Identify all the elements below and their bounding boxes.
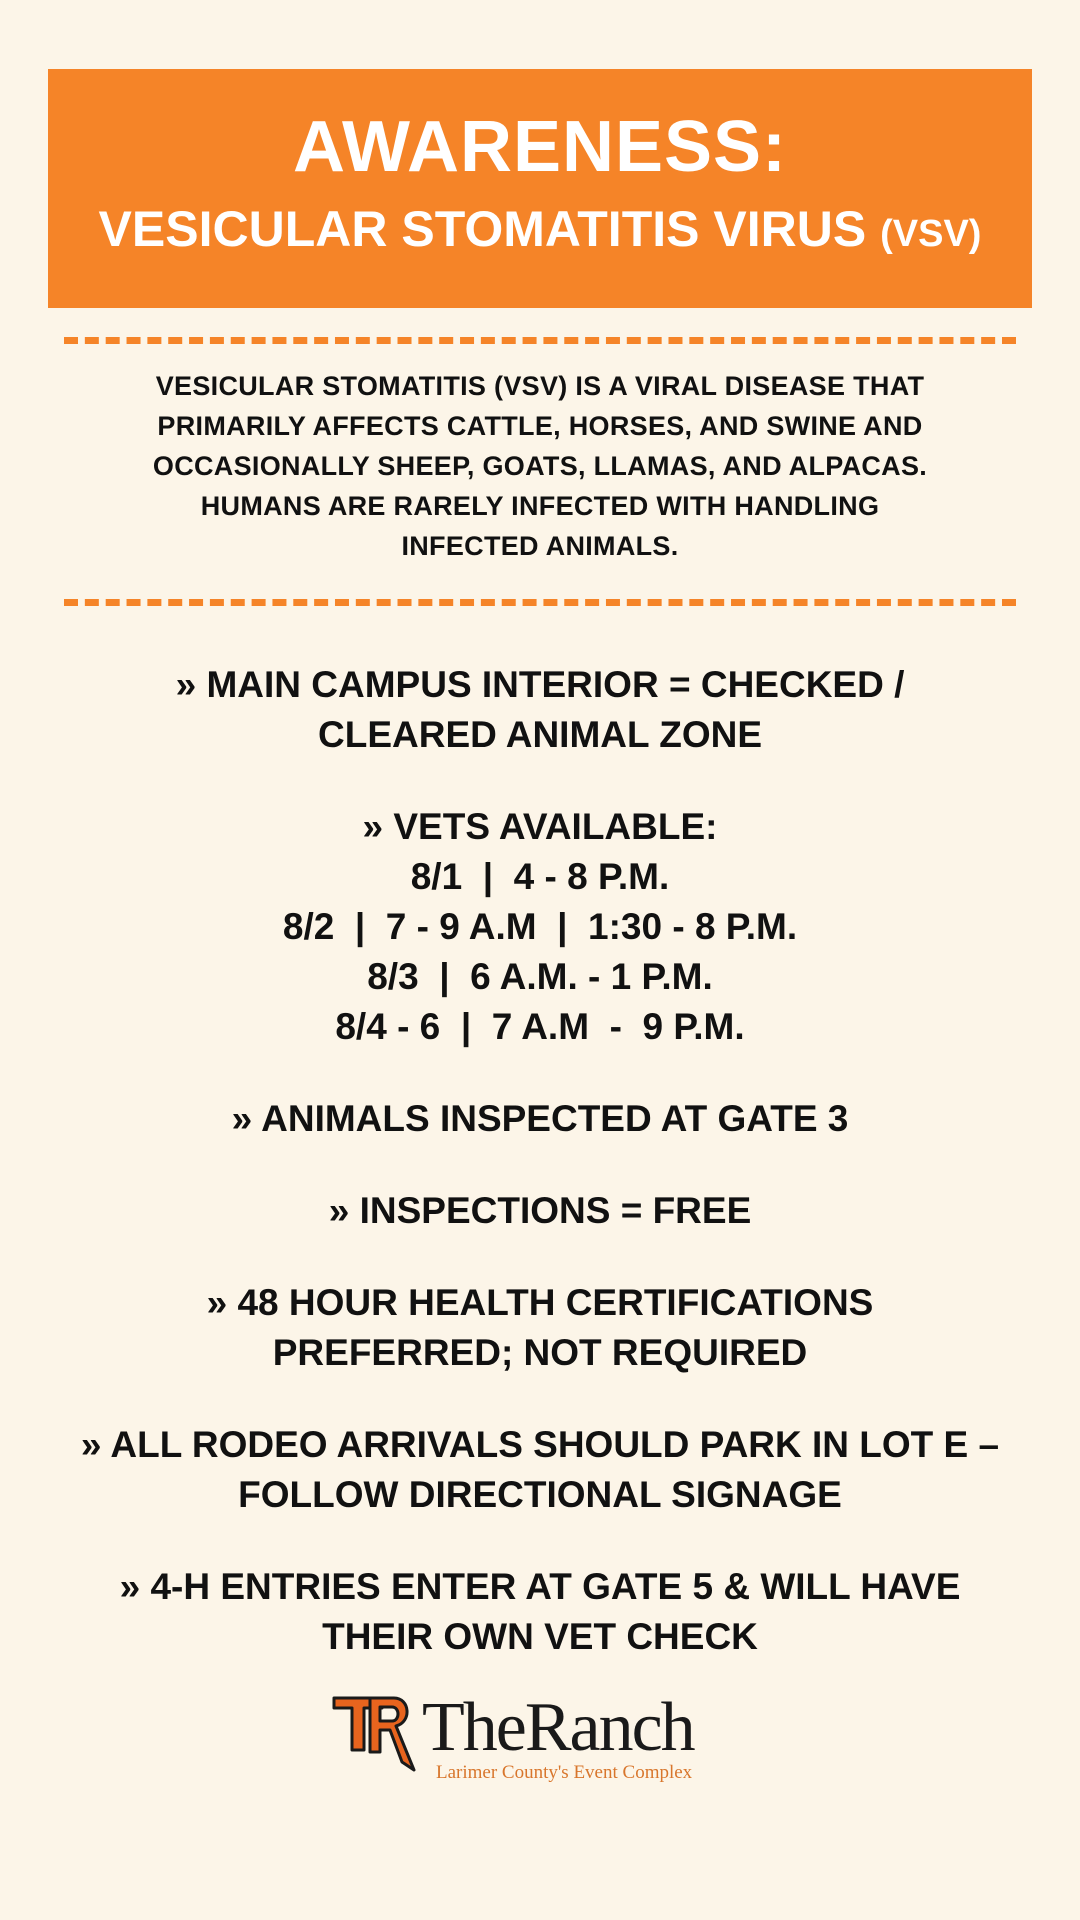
bullet-line: » ANIMALS INSPECTED AT GATE 3 — [231, 1098, 849, 1139]
dashed-divider-top — [64, 337, 1016, 344]
header-banner — [48, 69, 1032, 308]
tr-monogram-icon — [330, 1690, 420, 1780]
bullet-line: CLEARED ANIMAL ZONE — [318, 714, 762, 755]
intro-paragraph — [100, 366, 980, 566]
vets-schedule-line: 8/1 | 4 - 8 P.M. — [410, 856, 670, 897]
logo-tagline: Larimer County's Event Complex — [436, 1762, 693, 1783]
bullet-main-campus — [60, 660, 1020, 760]
subtitle-abbreviation: (VSV) — [880, 213, 982, 255]
page-title: AWARENESS: — [292, 107, 788, 187]
bullet-4h-entries — [60, 1562, 1020, 1662]
bullet-line: » 4-H ENTRIES ENTER AT GATE 5 & WILL HAVE — [119, 1566, 961, 1607]
intro-line: HUMANS ARE RARELY INFECTED WITH HANDLING — [200, 491, 880, 521]
bullet-gate-3 — [60, 1094, 1020, 1144]
vets-schedule-line: 8/3 | 6 A.M. - 1 P.M. — [367, 956, 713, 997]
vets-schedule-line: 8/2 | 7 - 9 A.M | 1:30 - 8 P.M. — [282, 906, 798, 947]
bullet-health-certifications — [60, 1278, 1020, 1378]
the-ranch-logo — [330, 1690, 770, 1785]
logo-name: TheRanch — [422, 1689, 694, 1766]
bullet-line: » MAIN CAMPUS INTERIOR = CHECKED / — [175, 664, 905, 705]
bullet-line: » ALL RODEO ARRIVALS SHOULD PARK IN LOT E – — [80, 1424, 1000, 1465]
info-list — [60, 660, 1020, 1704]
bullet-line: PREFERRED; NOT REQUIRED — [272, 1332, 808, 1373]
page-subtitle — [48, 199, 1032, 264]
dashed-divider-bottom — [64, 599, 1016, 606]
bullet-vets-available — [60, 802, 1020, 1052]
intro-line: OCCASIONALLY SHEEP, GOATS, LLAMAS, AND ALPACAS. — [152, 451, 928, 481]
bullet-line: FOLLOW DIRECTIONAL SIGNAGE — [238, 1474, 842, 1515]
intro-line: INFECTED ANIMALS. — [401, 531, 679, 561]
vets-heading: » VETS AVAILABLE: — [362, 806, 718, 847]
bullet-line: » INSPECTIONS = FREE — [328, 1190, 752, 1231]
vets-schedule-line: 8/4 - 6 | 7 A.M - 9 P.M. — [335, 1006, 745, 1047]
bullet-inspections-free — [60, 1186, 1020, 1236]
bullet-line: THEIR OWN VET CHECK — [322, 1616, 758, 1657]
bullet-rodeo-parking — [60, 1420, 1020, 1520]
subtitle-text: VESICULAR STOMATITIS VIRUS — [98, 201, 867, 257]
intro-line: VESICULAR STOMATITIS (VSV) IS A VIRAL DISEASE THAT — [155, 371, 925, 401]
bullet-line: » 48 HOUR HEALTH CERTIFICATIONS — [206, 1282, 874, 1323]
intro-line: PRIMARILY AFFECTS CATTLE, HORSES, AND SWINE AND — [157, 411, 923, 441]
